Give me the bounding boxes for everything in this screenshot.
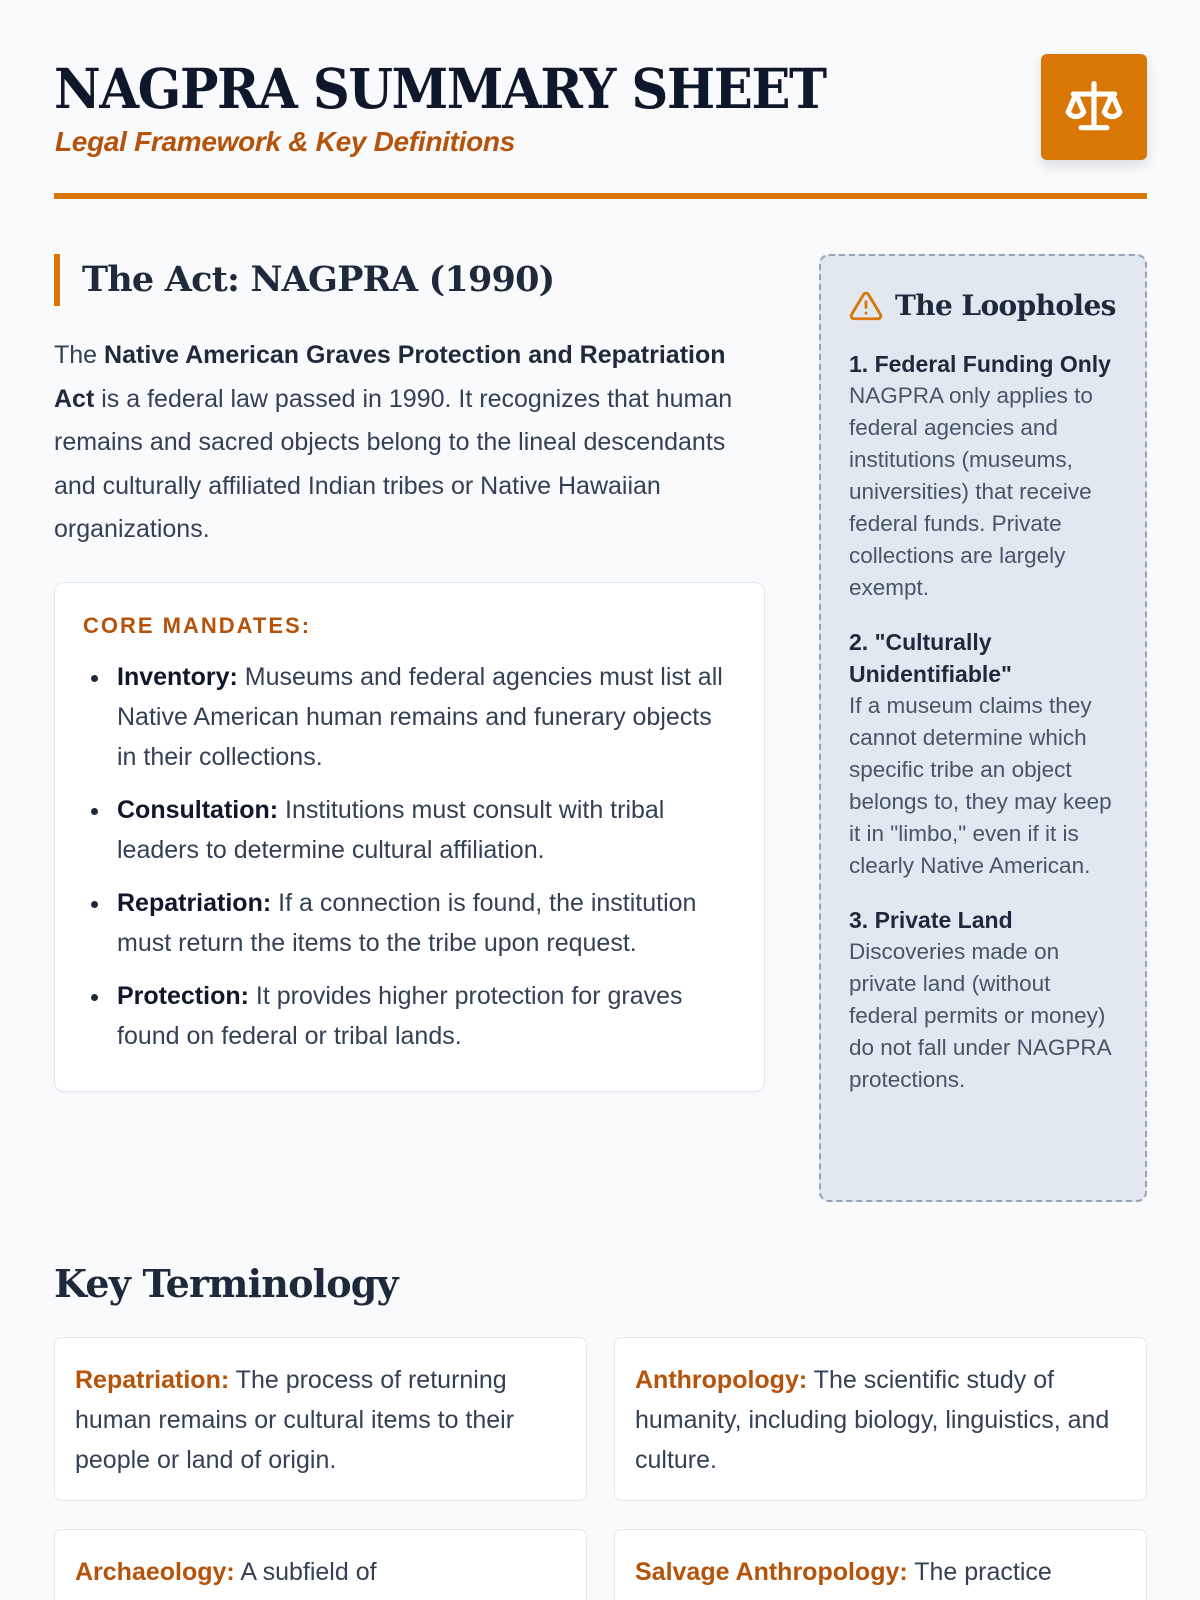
section-title: The Act: NAGPRA (1990) [54,254,765,306]
mandate-term: Protection: [117,981,249,1010]
term-card [54,1529,587,1600]
mandates-list [83,657,736,1056]
list-item [83,657,736,777]
summary-sheet [54,0,1147,1586]
header-icon-badge [1041,54,1147,160]
loophole-body: If a museum claims they cannot determine which specific tribe an object belongs to, they may keep it in "limbo," even if it is clearly Native American. [849,693,1112,878]
loophole-item [849,904,1119,1096]
page-title: NAGPRA SUMMARY SHEET [54,56,826,121]
loopholes-sidebar [819,254,1147,1202]
core-mandates-label: CORE MANDATES: [83,612,312,638]
loophole-title: 3. Private Land [849,907,1013,933]
loophole-body: NAGPRA only applies to federal agencies and institutions (museums, universities) that receive federal funds. Private collections are largely exempt. [849,383,1093,600]
term-name: Salvage Anthropology: [635,1558,908,1586]
term-name: Repatriation: [75,1366,230,1394]
scale-balance-icon [1063,76,1125,138]
loophole-body: Discoveries made on private land (without federal permits or money) do not fall under NAGPRA protections. [849,939,1111,1092]
header-divider [54,193,1147,199]
mandate-text: Museums and federal agencies must list all Native American human remains and funerary objects in their collections. [117,662,723,771]
warning-icon [849,289,883,323]
term-definition: The process of returning human remains or cultural items to their people or land of origin. [75,1366,515,1474]
term-card [54,1337,587,1501]
term-definition: The scientific study of humanity, including biology, linguistics, and culture. [635,1366,1110,1474]
intro-rest: is a federal law passed in 1990. It recognizes that human remains and sacred objects belong to the lineal descendants and culturally affiliated Indian tribes or Native Hawaiian organizations. [54,384,733,543]
core-mandates-card [54,582,765,1092]
term-name: Anthropology: [635,1366,808,1394]
mandate-term: Consultation: [117,795,279,824]
loopholes-title: The Loopholes [895,289,1116,322]
list-item [83,976,736,1056]
act-section [54,254,765,1092]
list-item [83,790,736,870]
mandate-text: Institutions must consult with tribal leaders to determine cultural affiliation. [117,795,665,864]
term-card [614,1337,1147,1501]
intro-lead: The [54,341,105,369]
loophole-item [849,348,1119,604]
term-name: Archaeology: [75,1558,235,1586]
mandate-term: Repatriation: [117,888,272,917]
term-definition: The practice [907,1558,1052,1586]
mandate-text: If a connection is found, the institution must return the items to the tribe upon request. [117,888,697,957]
header [54,0,1147,200]
key-terminology-heading: Key Terminology [54,1261,398,1306]
act-full-name: Native American Graves Protection and Repatriation Act [54,341,726,413]
act-intro [54,334,765,552]
terminology-grid [54,1337,1147,1600]
mandate-text: It provides higher protection for graves found on federal or tribal lands. [117,981,683,1050]
term-definition: A subfield of [234,1558,377,1586]
loophole-title: 2. "Culturally Unidentifiable" [849,629,1012,687]
page-subtitle: Legal Framework & Key Definitions [55,126,515,157]
loophole-item [849,626,1119,882]
loophole-title: 1. Federal Funding Only [849,351,1111,377]
list-item [83,883,736,963]
loopholes-heading [849,286,1119,326]
mandate-term: Inventory: [117,662,238,691]
term-card [614,1529,1147,1600]
